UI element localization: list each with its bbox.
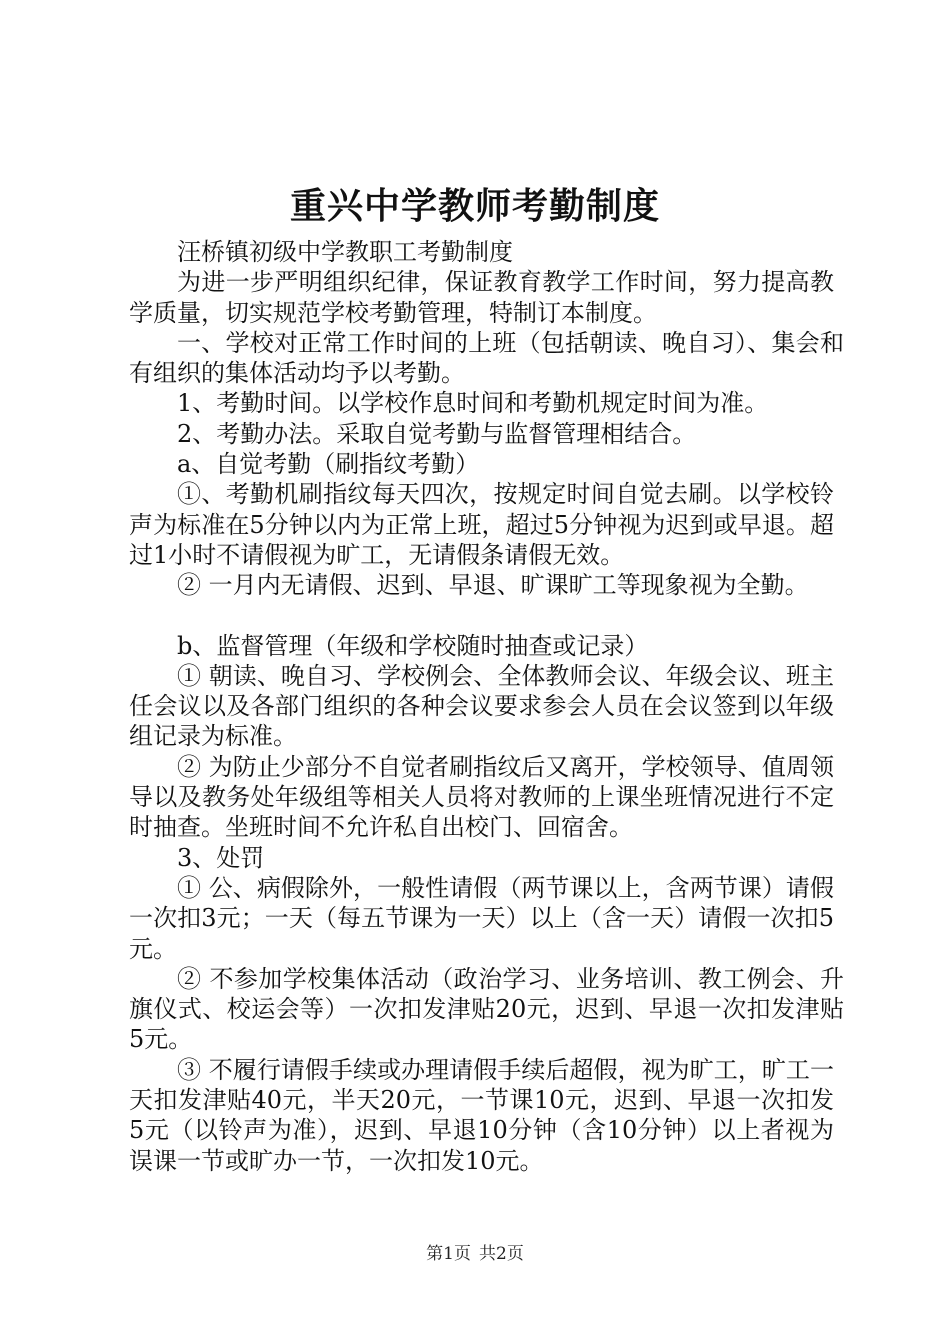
self-attendance-heading: a、自觉考勤（刷指纹考勤） [177,450,480,479]
attendance-time-paragraph: 1、考勤时间。以学校作息时间和考勤机规定时间为准。 [177,389,769,418]
page-total: 共2页 [479,1244,524,1264]
meeting-rule-paragraph: ① 朝读、晚自习、学校例会、全体教师会议、年级会议、班主任会议以及各部门组织的各种会议要求参会人员在会议签到以年级组记录为标准。 [129,661,834,751]
fingerprint-rule-paragraph: ①、考勤机刷指纹每天四次，按规定时间自觉去刷。以学校铃声为标准在5分钟以内为正常上班，超过5分钟视为迟到或早退。超过1小时不请假视为旷工，无请假条请假无效。 [129,480,834,569]
page-number: 第1页 [426,1244,471,1264]
penalty-heading: 3、处罚 [177,843,265,872]
spot-check-paragraph: ② 为防止少部分不自觉者刷指纹后又离开，学校领导、值周领导以及教务处年级组等相关人员将对教师的上课坐班情况进行不定时抽查。坐班时间不允许私自出校门、回宿舍。 [129,752,834,842]
paragraph-gap [129,601,834,631]
document-body [129,237,844,1176]
leave-penalty-paragraph: ① 公、病假除外，一般性请假（两节课以上，含两节课）请假一次扣3元；一天（每五节课为一天）以上（含一天）请假一次扣5元。 [129,873,834,963]
document-title: 重兴中学教师考勤制度 [289,186,660,227]
supervision-heading: b、监督管理（年级和学校随时抽查或记录） [177,631,649,660]
page-footer [0,1243,950,1265]
attendance-method-paragraph: 2、考勤办法。采取自觉考勤与监督管理相结合。 [177,419,697,448]
full-attendance-paragraph: ② 一月内无请假、迟到、早退、旷课旷工等现象视为全勤。 [177,571,809,600]
absence-penalty-paragraph: ③ 不履行请假手续或办理请假手续后超假，视为旷工，旷工一天扣发津贴40元，半天20元，一节课10元，迟到、早退一次扣发5元（以铃声为准），迟到、早退10分钟（含10分钟）以上者视为误课一节或旷办一节，一次扣发10元。 [129,1055,834,1175]
subtitle-paragraph: 汪桥镇初级中学教职工考勤制度 [177,238,513,266]
section-one-paragraph: 一、学校对正常工作时间的上班（包括朝读、晚自习）、集会和有组织的集体活动均予以考勤。 [129,328,844,388]
activity-penalty-paragraph: ② 不参加学校集体活动（政治学习、业务培训、教工例会、升旗仪式、校运会等）一次扣发津贴20元，迟到、早退一次扣发津贴5元。 [129,964,844,1054]
intro-paragraph: 为进一步严明组织纪律，保证教育教学工作时间，努力提高教学质量，切实规范学校考勤管理，特制订本制度。 [129,268,834,327]
